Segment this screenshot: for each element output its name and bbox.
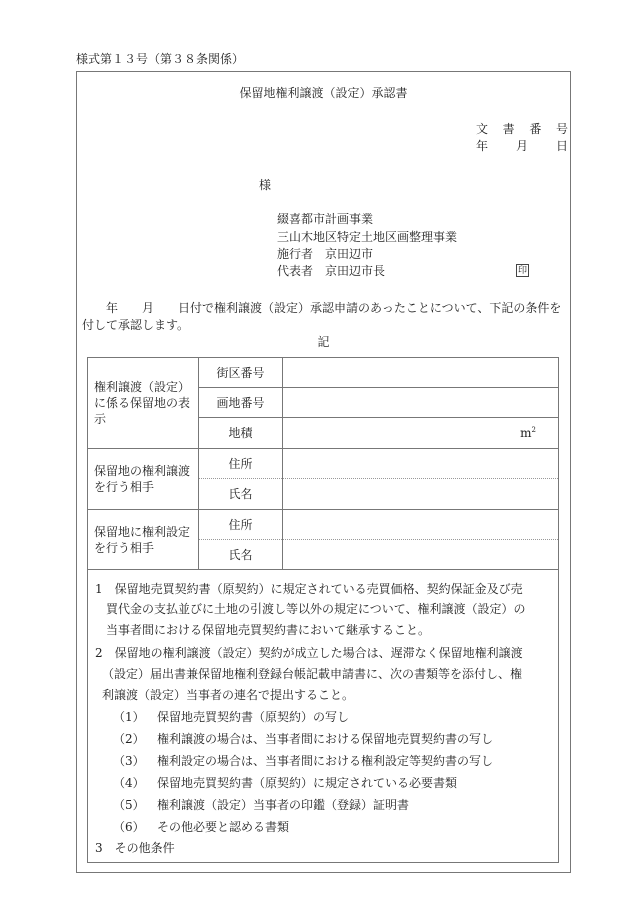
- value-block-number[interactable]: [283, 358, 559, 388]
- sub-item-number: （2）: [113, 732, 145, 746]
- row-label-area: 地積: [199, 418, 283, 449]
- sub-item-number: （4）: [113, 776, 145, 790]
- row-label-holder-address: 住所: [199, 510, 283, 540]
- sub-item-number: （6）: [113, 820, 145, 834]
- doc-number-char: 番: [529, 122, 542, 136]
- value-transferee-address[interactable]: [283, 449, 559, 479]
- doc-date-month: 月: [515, 139, 528, 153]
- condition-2-line-2: （設定）届出書兼保留地権利登録台帳記載申請書に、次の書類等を添付し、権: [102, 667, 523, 681]
- doc-number-char: 文: [476, 122, 489, 136]
- row-label-transferee-name: 氏名: [199, 479, 283, 510]
- sub-item-text: その他必要と認める書類: [157, 820, 290, 834]
- doc-date-year: 年: [476, 139, 489, 153]
- addressee-suffix: 様: [259, 178, 272, 192]
- row-label-holder-name: 氏名: [199, 540, 283, 570]
- sub-item-text: 権利譲渡（設定）当事者の印鑑（登録）証明書: [157, 798, 410, 812]
- value-transferee-name[interactable]: [283, 479, 559, 510]
- condition-3: 3 その他条件: [95, 841, 175, 855]
- seal-mark-icon: 印: [517, 266, 527, 276]
- issuer-line-3: 施行者 京田辺市: [277, 247, 374, 261]
- form-number: 様式第１３号（第３８条関係）: [76, 52, 245, 66]
- area-unit-sup: 2: [531, 426, 536, 434]
- group-label-land: 権利譲渡（設定）に係る保留地の表示: [88, 358, 199, 449]
- group-label-right-holder: 保留地に権利設定を行う相手: [88, 510, 199, 570]
- row-label-transferee-address: 住所: [199, 449, 283, 479]
- row-label-lot-number: 画地番号: [199, 388, 283, 418]
- sub-item-text: 権利譲渡の場合は、当事者間における保留地売買契約書の写し: [157, 732, 494, 746]
- land-info-table: [87, 357, 559, 570]
- condition-1-line-3: 当事者間における保留地売買契約書において継承すること。: [106, 623, 431, 637]
- sub-item-text: 保留地売買契約書（原契約）の写し: [157, 710, 350, 724]
- condition-2-line-3: 利譲渡（設定）当事者の連名で提出すること。: [102, 688, 355, 702]
- condition-1-line-1: 1 保留地売買契約書（原契約）に規定されている売買価格、契約保証金及び売: [95, 582, 523, 596]
- value-area[interactable]: [283, 418, 559, 449]
- issuer-line-2: 三山木地区特定土地区画整理事業: [277, 230, 458, 244]
- row-label-block-number: 街区番号: [199, 358, 283, 388]
- ki-heading: 記: [317, 335, 330, 349]
- condition-1-line-2: 買代金の支払並びに土地の引渡し等以外の規定について、権利譲渡（設定）の: [106, 602, 526, 616]
- doc-date-day: 日: [555, 139, 568, 153]
- value-holder-name[interactable]: [283, 540, 559, 570]
- sub-item-number: （5）: [113, 798, 145, 812]
- document-number-label: [476, 121, 568, 137]
- intro-paragraph: 年 月 日付で権利譲渡（設定）承認申請のあったことについて、下記の条件を付して承認します。: [82, 301, 562, 332]
- value-lot-number[interactable]: [283, 388, 559, 418]
- value-holder-address[interactable]: [283, 510, 559, 540]
- issuer-line-1: 綴喜都市計画事業: [277, 212, 374, 226]
- doc-number-char: 書: [502, 122, 515, 136]
- sub-item-number: （3）: [113, 754, 145, 768]
- document-title: 保留地権利譲渡（設定）承認書: [239, 86, 408, 100]
- area-unit: m: [520, 426, 532, 440]
- sub-item-text: 権利設定の場合は、当事者間における権利設定等契約書の写し: [157, 754, 494, 768]
- doc-number-char: 号: [555, 122, 568, 136]
- condition-2-line-1: 2 保留地の権利譲渡（設定）契約が成立した場合は、遅滞なく保留地権利譲渡: [95, 646, 523, 660]
- sub-item-text: 保留地売買契約書（原契約）に規定されている必要書類: [157, 776, 458, 790]
- sub-item-number: （1）: [113, 710, 145, 724]
- group-label-transferee: 保留地の権利譲渡を行う相手: [88, 449, 199, 510]
- issuer-line-4: 代表者 京田辺市長: [277, 264, 386, 278]
- document-date-label: [476, 138, 568, 154]
